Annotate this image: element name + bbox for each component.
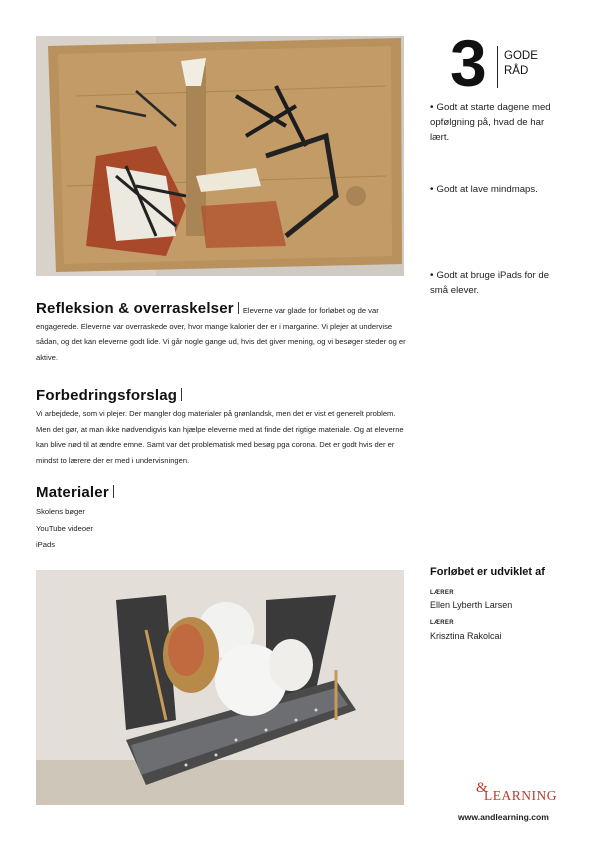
list-item: iPads [36,540,55,549]
credit-role: LÆRER [430,590,454,596]
website-link[interactable]: www.andlearning.com [458,812,549,822]
heading-divider [113,485,114,498]
heading-divider [181,388,182,401]
tip-item [430,100,560,145]
section-refleksion [36,301,408,365]
section-heading-text: Forbedringsforslag [36,387,178,404]
tips-label-line2: RÅD [504,65,529,77]
section-heading [36,387,408,404]
section-text: Eleverne var glade for forløbet og de var engagerede. Eleverne var overraskede over, hvor mange kalorier der er i margarine. Vi plejer at undervise sådan, og det kan eleverne godt lide. Vi går nogle gange ud, hvis det giver mening, og vi besøger steder og er aktive. [36,306,406,362]
section-heading [36,484,408,501]
bullet-icon: • [430,102,434,113]
tips-divider [497,46,498,88]
bullet-icon: • [430,270,434,281]
tips-number: 3 [450,26,487,100]
collage-artwork-illustration [36,36,404,276]
section-text: Vi arbejdede, som vi plejer. Der mangler dog materialer på grønlandsk, men det er vist et generelt problem. Men det gør, at man ikke nødvendigvis kan hjælpe eleverne med at finde det rigtige materiale. Og at eleverne kan blive nød til at ændre emne. Samt var det problematisk med besøg pga corona. Det er godt hvis der er mindst to lærere der er med i undervisningen. [36,409,404,465]
and-learning-logo [474,780,564,806]
credits-title: Forløbet er udviklet af [430,566,545,578]
sculpture-artwork-illustration [36,570,404,805]
tip-item [430,182,560,197]
section-heading-text: Materialer [36,484,109,501]
section-heading: Refleksion & overraskelser [36,300,234,317]
bullet-icon: • [430,184,434,195]
tips-label-line1: GODE [504,50,538,62]
tip-text: Godt at lave mindmaps. [436,184,538,195]
tip-item [430,268,560,298]
tip-text: Godt at bruge iPads for de små elever. [430,270,550,296]
refleksion-paragraph [36,301,408,365]
sculpture-artwork-image [36,570,404,805]
tips-label [504,49,538,79]
logo-ampersand: & [476,780,488,796]
heading-divider [238,302,239,314]
credit-role: LÆRER [430,620,454,626]
logo-word: LEARNING [484,788,557,803]
credit-name: Ellen Lyberth Larsen [430,600,513,610]
collage-artwork-image [36,36,404,276]
list-item: Skolens bøger [36,507,85,516]
section-materialer [36,484,408,554]
section-forbedringsforslag [36,387,408,468]
credit-name: Krisztina Rakolcai [430,631,502,641]
materials-list [36,504,408,554]
tip-text: Godt at starte dagene med opfølgning på, hvad de har lært. [430,102,551,143]
list-item: YouTube videoer [36,523,93,533]
